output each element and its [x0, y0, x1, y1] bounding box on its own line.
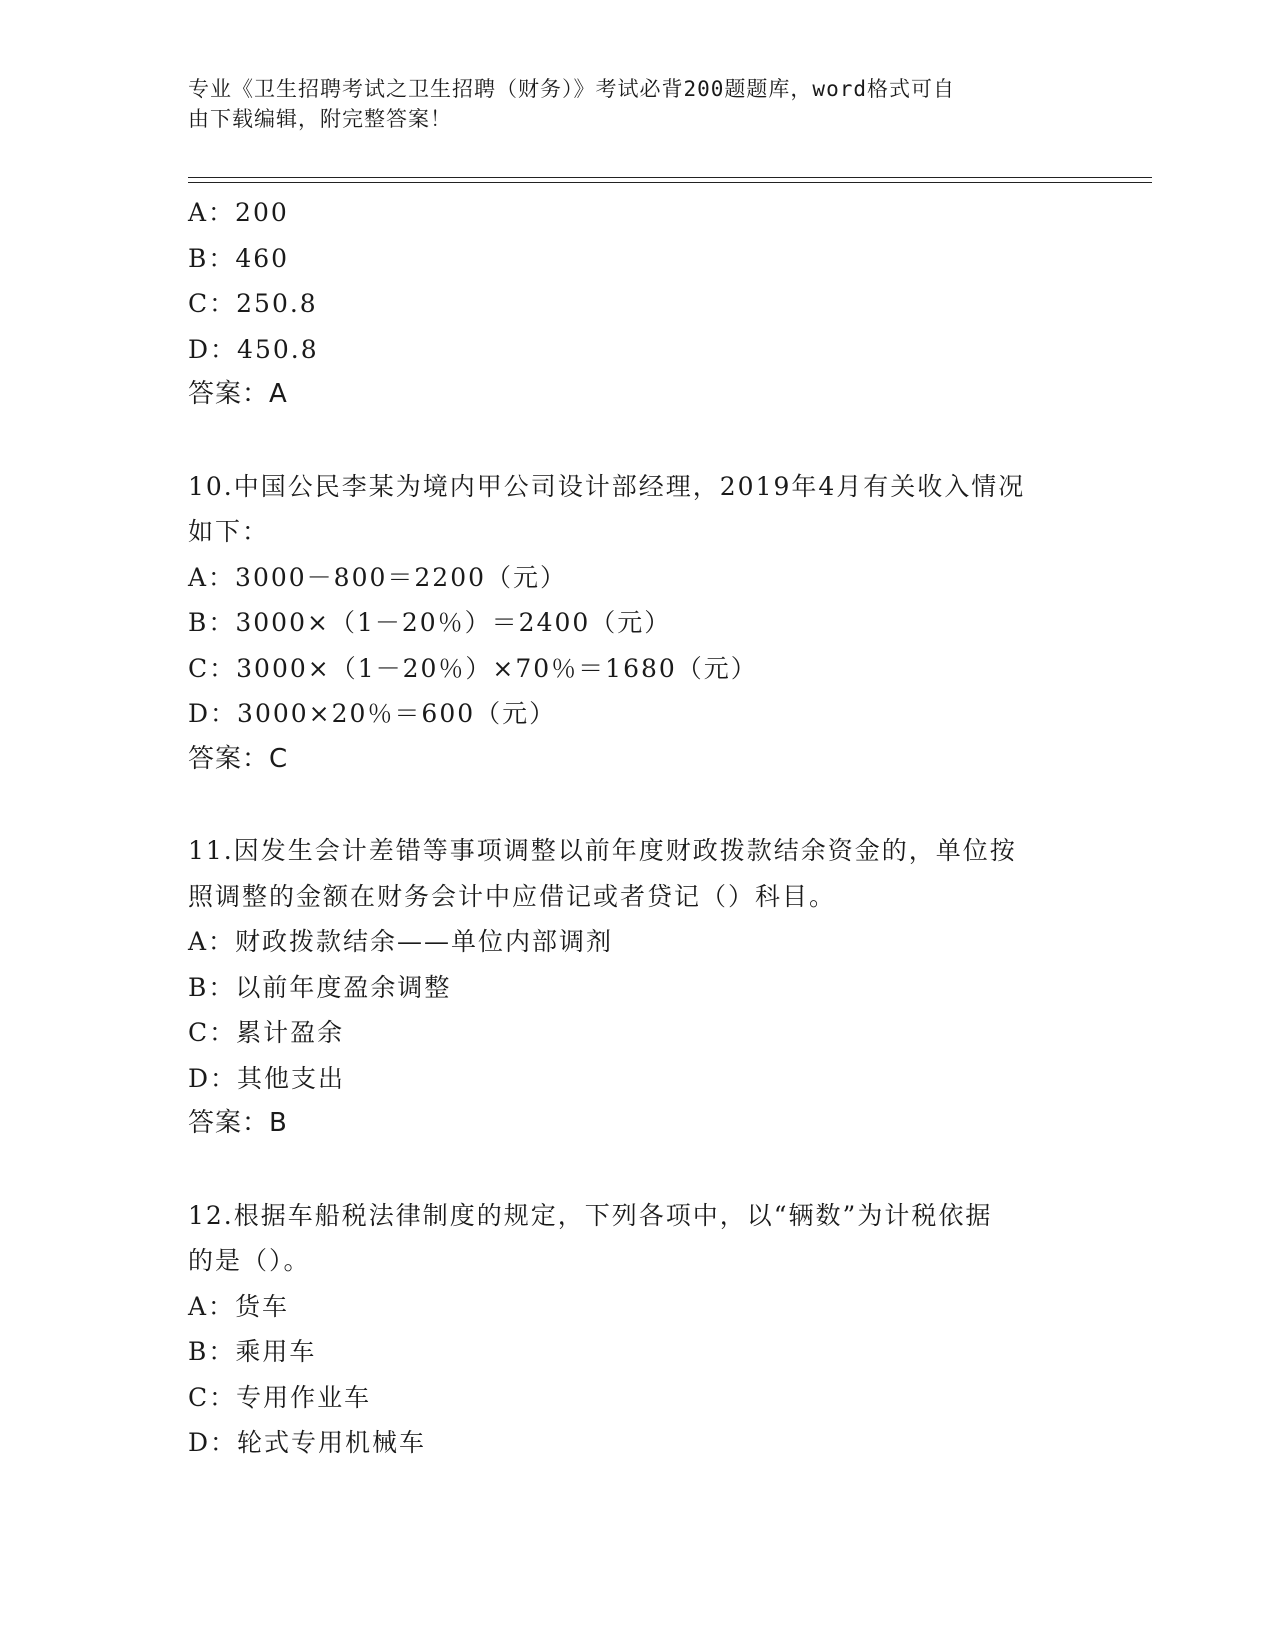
- option-b: B：乘用车: [188, 1337, 317, 1366]
- question-11-answer: 答案：B: [188, 1108, 288, 1138]
- document-header: [188, 74, 1088, 134]
- spacer: [188, 418, 1088, 464]
- option-a: A：货车: [188, 1291, 290, 1321]
- question-12-options: [188, 1284, 1088, 1466]
- spacer: [188, 782, 1088, 828]
- question-9-options: [188, 190, 1088, 372]
- option-a: A：3000－800＝2200（元）: [188, 562, 568, 592]
- option-d: D：其他支出: [188, 1063, 346, 1093]
- header-divider-bottom: [188, 182, 1152, 183]
- option-c: C：250.8: [188, 289, 318, 318]
- question-12-text-line-1: 12.根据车船税法律制度的规定，下列各项中，以“辆数”为计税依据: [188, 1200, 993, 1230]
- option-d: D：轮式专用机械车: [188, 1428, 427, 1457]
- option-c: C：累计盈余: [188, 1018, 345, 1047]
- header-line-2: 由下载编辑，附完整答案！: [188, 107, 452, 131]
- option-b: B：460: [188, 243, 290, 273]
- question-10-options: [188, 555, 1088, 737]
- option-b: B：以前年度盈余调整: [188, 972, 452, 1002]
- question-11-text-line-2: 照调整的金额在财务会计中应借记或者贷记（）科目。: [188, 881, 837, 911]
- question-content: [188, 190, 1088, 1466]
- option-a: A：财政拨款结余——单位内部调剂: [188, 927, 614, 956]
- option-c: C：专用作业车: [188, 1382, 372, 1412]
- question-12-text-line-2: 的是（）。: [188, 1246, 311, 1275]
- question-10-text-line-2: 如下：: [188, 517, 270, 546]
- option-a: A：200: [188, 198, 289, 227]
- question-11-options: [188, 919, 1088, 1101]
- header-line-1: 专业《卫生招聘考试之卫生招聘（财务）》考试必背200题题库，word格式可自: [188, 77, 955, 101]
- question-9-answer: 答案：A: [188, 379, 288, 409]
- spacer: [188, 1147, 1088, 1193]
- option-c: C：3000×（1－20％）×70％＝1680（元）: [188, 653, 758, 683]
- question-10-answer: 答案：C: [188, 743, 289, 774]
- option-d: D：3000×20％＝600（元）: [188, 699, 557, 728]
- option-b: B：3000×（1－20％）＝2400（元）: [188, 608, 672, 637]
- question-10-text-line-1: 10.中国公民李某为境内甲公司设计部经理，2019年4月有关收入情况: [188, 471, 1026, 501]
- question-11-text-line-1: 11.因发生会计差错等事项调整以前年度财政拨款结余资金的，单位按: [188, 836, 1017, 865]
- header-divider-top: [188, 177, 1152, 178]
- option-d: D：450.8: [188, 334, 319, 364]
